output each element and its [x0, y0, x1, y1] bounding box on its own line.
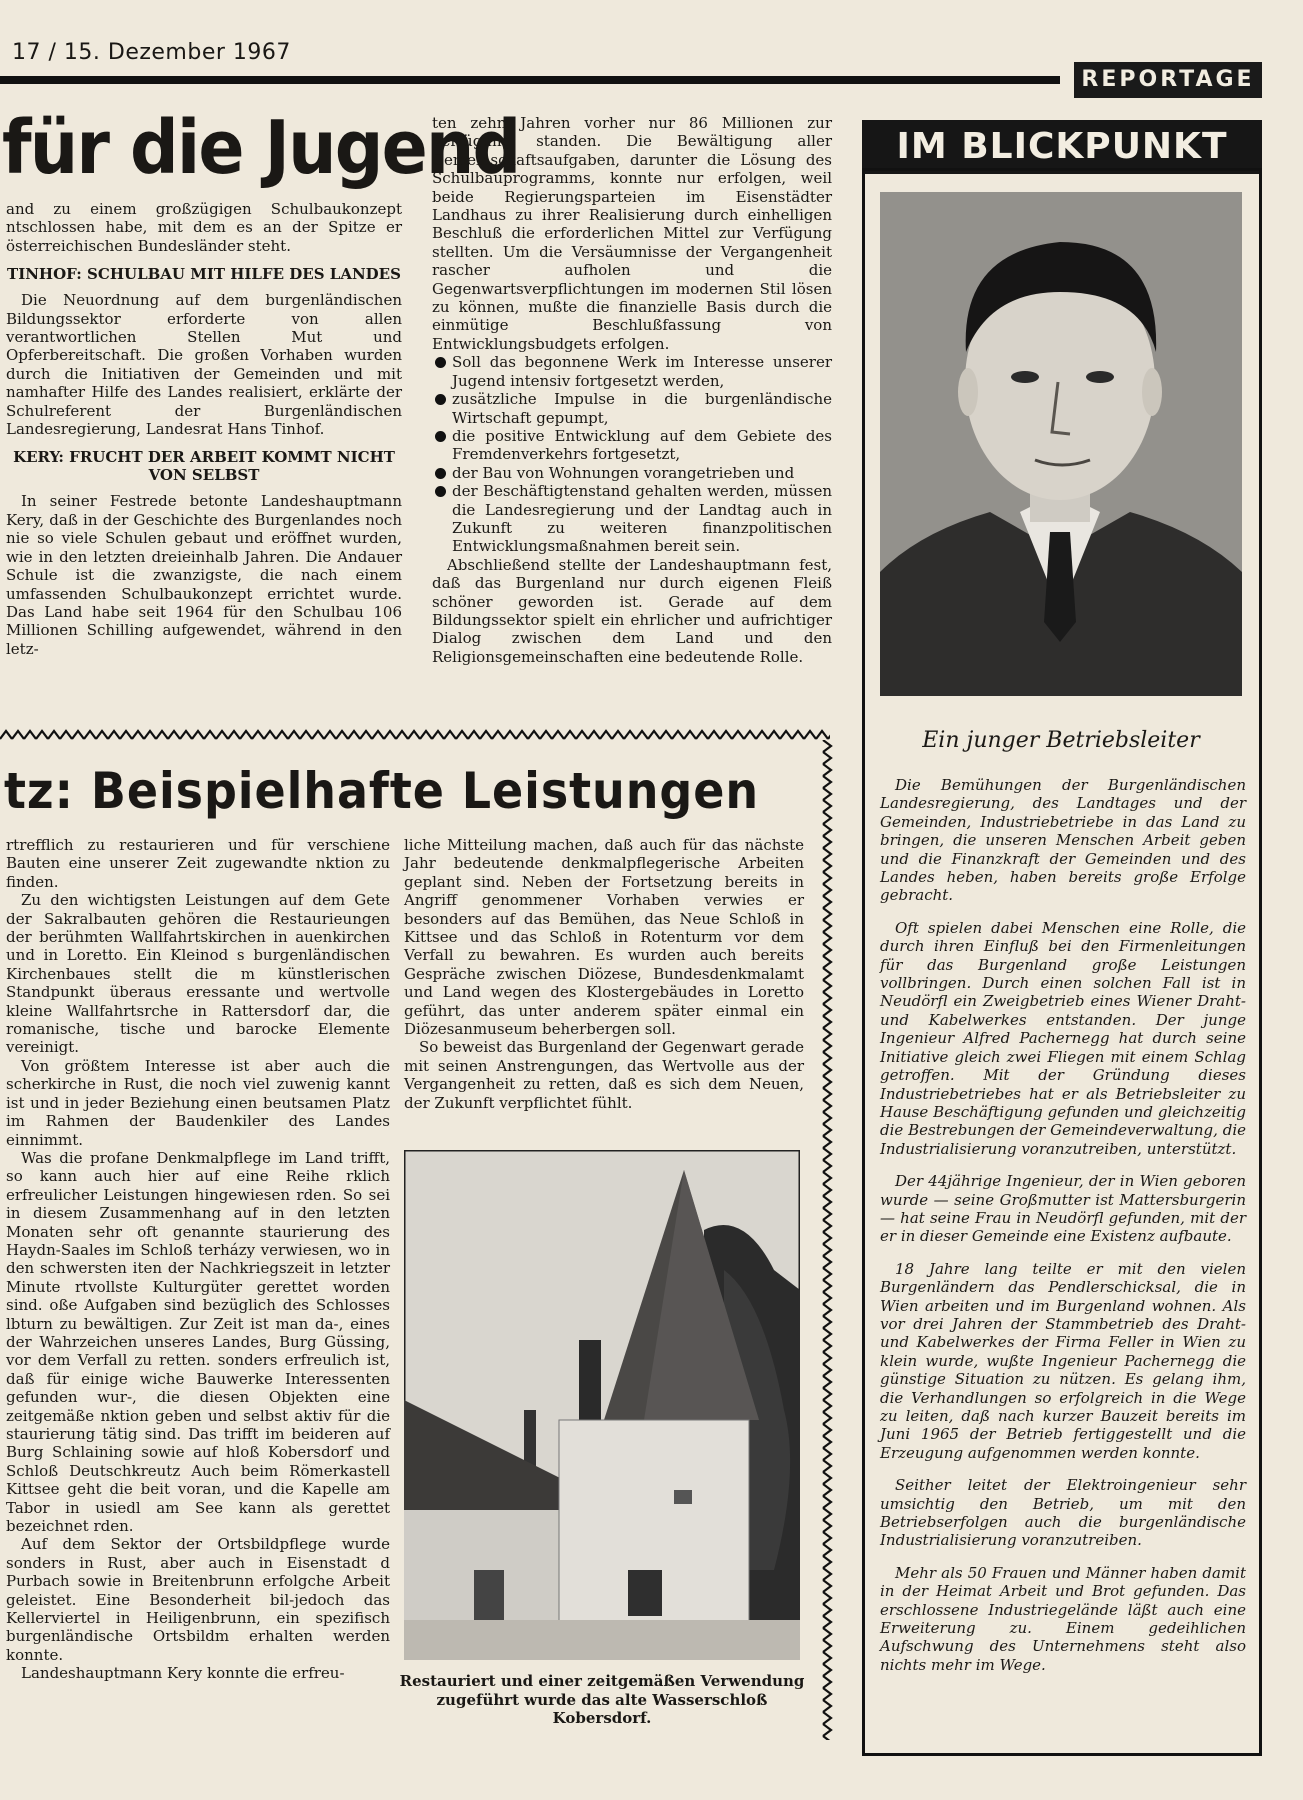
sidebar-paragraph: 18 Jahre lang teilte er mit den vielen Burgenländern das Pendlerschicksal, die in Wien arbeiten und im Burgenland wohnen. Als vor drei Jahren der Stammbetrieb des Draht- und Kabelwerkes der Firma Feller in Wien zu klein wurde, wußte Ingenieur Pachernegg die günstige Situation zu nützen. Es gelang ihm, die Verhandlungen so erfolgreich in die Wege zu leiten, daß nach kurzer Bauzeit bereits im Juni 1965 der Betrieb fertiggestellt und die Erzeugung aufgenommen werden konnte. — [880, 1259, 1246, 1462]
article1-paragraph: ten zehn Jahren vorher nur 86 Millionen zur Verfügung standen. Die Bewältigung aller Gemeinschaftsaufgaben, darunter die Lösung des Schulbauprogramms, konnte nur erfolgen, weil beide Regierungsparteien im Eisenstädter Landhaus zu ihrer Realisierung durch einhelligen Beschluß die erforderlichen Mittel zur Verfügung stellten. Um die Versäumnisse der Vergangenheit rascher aufholen und die Gegenwartsverpflichtungen im modernen Stil lösen zu können, mußte die finanzielle Basis durch die einmütige Beschlußfassung von Entwicklungsbudgets erfolgen. — [432, 114, 832, 353]
castle-photo — [404, 1150, 800, 1660]
sidebar-paragraph: Oft spielen dabei Menschen eine Rolle, die durch ihren Einfluß bei den Firmenleitungen für das Burgenland große Leistungen vollbringen. Durch einen solchen Fall ist in Neudörfl ein Zweigbetrieb eines Wiener Draht- und Kabelwerkes entstanden. Der junge Ingenieur Alfred Pachernegg hat durch seine Initiative gleich zwei Fliegen mit einem Schlag getroffen. Mit der Gründung dieses Industriebetriebes hat er als Betriebsleiter zu Hause Beschäftigung gefunden und gleichzeitig die Bestrebungen der Gemeindeverwaltung, die Industrialisierung voranzutreiben, unterstützt. — [880, 918, 1246, 1158]
bullet-item — [432, 390, 832, 427]
sidebar-paragraph: Seither leitet der Elektroingenieur sehr umsichtig den Betrieb, um mit den Betriebserfolgen auch die burgenländische Industrialisierung voranzutreiben. — [880, 1476, 1246, 1550]
bullet-text: Soll das begonnene Werk im Interesse unserer Jugend intensiv fortgesetzt werden, — [452, 353, 832, 390]
article1-subheading-tinhof: TINHOF: SCHULBAU MIT HILFE DES LANDES — [7, 265, 401, 284]
article2-paragraph: Auf dem Sektor der Ortsbildpflege wurde sonders in Rust, aber auch in Eisenstadt d Purbach sowie in Breitenbrunn erfolgche Arbeit geleistet. Eine Besonderheit bil-jedoch das Kellerviertel in Heiligenbrunn, ein spezifisch burgenländische Ortsbildm erhalten werden konnte. — [6, 1535, 390, 1664]
bullet-text: der Bau von Wohnungen vorangetrieben und — [452, 463, 795, 482]
bullet-icon — [435, 394, 446, 405]
sidebar-paragraph: Die Bemühungen der Burgenländischen Landesregierung, des Landtages und der Gemeinden, Industriebetriebe in das Land zu bringen, die unseren Menschen Arbeit geben und die Finanzkraft der Gemeinden und des Landes heben, haben bereits große Erfolge gebracht. — [880, 776, 1246, 905]
article2-paragraph: liche Mitteilung machen, daß auch für das nächste Jahr bedeutende denkmalpflegerische Arbeiten geplant sind. Neben der Fortsetzung bereits in Angriff genommener Vorhaben verwies er besonders auf das Bemühen, das Neue Schloß in Kittsee und das Schloß in Rotenturm vor dem Verfall zu bewahren. Es wurden auch bereits Gespräche zwischen Diözese, Bundesdenkmalamt und Land wegen des Klostergebäudes in Loretto geführt, das unter anderem später einmal ein Diözesanmuseum beherbergen soll. — [404, 836, 804, 1039]
sidebar-text — [880, 776, 1246, 1688]
article2-paragraph: Was die profane Denkmalpflege im Land trifft, so kann auch hier auf eine Reihe rklich erfreulicher Leistungen hingewiesen rden. So sei in diesem Zusammenhang auf in den letzten Monaten sehr oft genannte staurierung des Haydn-Saales im Schloß terházy verwiesen, wo in den schwersten iten der Nachkriegszeit in letzter Minute rtvollste Kulturgüter gerettet worden sind. oße Aufgaben sind bezüglich des Schlosses lbturn zu bewältigen. Zur Zeit ist man da-, eines der Wahrzeichen unseres Landes, Burg Güssing, vor dem Verfall zu retten. sonders erfreulich ist, daß für einige wiche Bauwerke Interessenten gefunden wur-, die diesen Objekten eine zeitgemäße nktion geben und selbst aktiv für die staurierung tätig sind. Das trifft im beideren auf Burg Schlaining sowie auf hloß Kobersdorf und Schloß Deutschkreutz Auch beim Römerkastell Kittsee geht die beit voran, und die Kapelle am Tabor in usiedl am See kann als gerettet bezeichnet rden. — [6, 1148, 390, 1536]
header-rule — [0, 76, 1060, 84]
article2-column2 — [404, 836, 804, 1112]
bullet-icon — [435, 486, 446, 497]
portrait-caption: Ein junger Betriebsleiter — [922, 728, 1200, 753]
bullet-item — [432, 353, 832, 390]
article1-column1 — [6, 200, 402, 658]
article1-paragraph: Abschließend stellte der Landeshauptmann fest, daß das Burgenland nur durch eigenen Fleiß schöner geworden ist. Gerade auf dem Bildungssektor spielt ein ehrlicher und aufrichtiger Dialog zwischen dem Land und den Religionsgemeinschaften eine bedeutende Rolle. — [432, 555, 832, 666]
article1-intro: and zu einem großzügigen Schulbaukonzept ntschlossen habe, mit dem es an der Spitze er österreichischen Bundesländer steht. — [6, 200, 402, 255]
article2-paragraph: Landeshauptmann Kery konnte die erfreu- — [21, 1664, 345, 1683]
bullet-text: der Beschäftigtenstand gehalten werden, müssen die Landesregierung und der Landtag auch in Zukunft zu weiteren finanzpolitischen Entwicklungsmaßnahmen bereit sein. — [452, 482, 832, 556]
article2-paragraph: Zu den wichtigsten Leistungen auf dem Gete der Sakralbauten gehören die Restaurieungen der berühmten Wallfahrtskirchen in auenkirchen und in Loretto. Ein Kleinod s burgenländischen Kirchenbaues stellt die m künstlerischen Standpunkt überaus eressante und wertvolle kleine Wallfahrtsrche in Rattersdorf dar, die romanische, tische und barocke Elemente vereinigt. — [6, 891, 390, 1057]
sidebar-title: IM BLICKPUNKT — [862, 120, 1262, 174]
bullet-item — [432, 482, 832, 556]
zigzag-border-right — [820, 740, 834, 1740]
issue-date: 17 / 15. Dezember 1967 — [12, 40, 291, 65]
bullet-icon — [435, 357, 446, 368]
article2-paragraph: rtrefflich zu restaurieren und für verschiene Bauten eine unserer Zeit zugewandte nktion zu finden. — [6, 836, 390, 891]
portrait-photo — [880, 192, 1242, 696]
article1-subheading-kery: KERY: FRUCHT DER ARBEIT KOMMT NICHT VON SELBST — [13, 448, 395, 485]
bullet-text: zusätzliche Impulse in die burgenländische Wirtschaft gepumpt, — [452, 390, 832, 427]
article2-paragraph: Von größtem Interesse ist aber auch die scherkirche in Rust, die noch viel zuwenig kannt ist und in jeder Beziehung einen beutsamen Platz im Rahmen der Baudenkiler des Landes einnimmt. — [6, 1056, 390, 1149]
article1-headline: für die Jugend — [2, 105, 520, 191]
article2-paragraph: So beweist das Burgenland der Gegenwart gerade mit seinen Anstrengungen, das Wertvolle aus der Vergangenheit zu retten, daß es sich dem Neuen, der Zukunft verpflichtet fühlt. — [404, 1038, 804, 1112]
article2-headline: tz: Beispielhafte Leistungen — [4, 762, 760, 820]
sidebar-paragraph: Der 44jährige Ingenieur, der in Wien geboren wurde — seine Großmutter ist Mattersburgerin — hat seine Frau in Neudörfl gefunden, mit der er in dieser Gemeinde eine Existenz aufbaute. — [880, 1172, 1246, 1246]
bullet-icon — [435, 468, 446, 479]
bullet-item — [432, 464, 832, 482]
bullet-text: die positive Entwicklung auf dem Gebiete des Fremdenverkehrs fortgesetzt, — [452, 426, 832, 464]
sidebar-paragraph: Mehr als 50 Frauen und Männer haben damit in der Heimat Arbeit und Brot gefunden. Das erschlossene Industriegelände läßt auch eine Erweiterung zu. Einem gedeihlichen Aufschwung des Unternehmens steht also nichts mehr im Wege. — [880, 1563, 1246, 1674]
section-badge: REPORTAGE — [1074, 62, 1262, 98]
article1-paragraph: Die Neuordnung auf dem burgenländischen Bildungssektor erforderte von allen verantwortlichen Stellen Mut und Opferbereitschaft. Die großen Vorhaben wurden durch die Initiativen der Gemeinden und mit namhafter Hilfe des Landes realisiert, erklärte der Schulreferent der Burgenländischen Landesregierung, Landesrat Hans Tinhof. — [6, 291, 402, 439]
article1-column2 — [432, 114, 832, 666]
article1-paragraph: In seiner Festrede betonte Landeshauptmann Kery, daß in der Geschichte des Burgenlandes noch nie so viele Schulen gebaut und eröffnet wurden, wie in den letzten dreieinhalb Jahren. Die Andauer Schule ist die zwanzigste, die nach einem umfassenden Schulbaukonzept errichtet wurde. Das Land habe seit 1964 für den Schulbau 106 Millionen Schilling aufgewendet, während in den letz- — [6, 492, 402, 658]
zigzag-border-top — [0, 728, 830, 742]
article2-column1 — [6, 836, 390, 1683]
bullet-item — [432, 427, 832, 464]
photo-caption: Restauriert und einer zeitgemäßen Verwendung zugeführt wurde das alte Wasserschloß Kobersdorf. — [399, 1672, 805, 1727]
bullet-icon — [435, 431, 446, 442]
